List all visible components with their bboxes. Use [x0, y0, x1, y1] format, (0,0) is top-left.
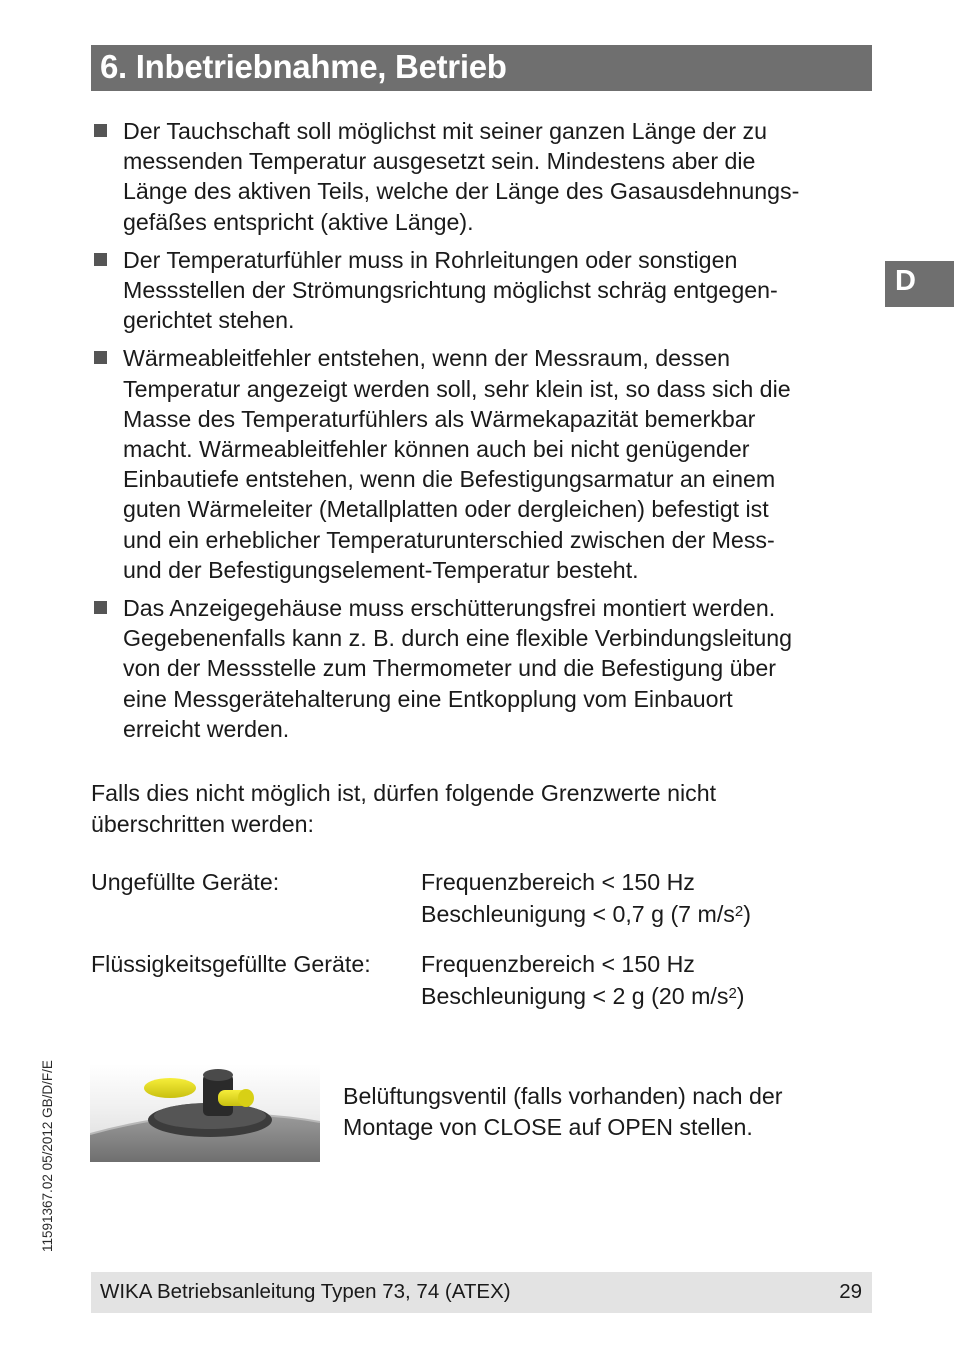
acceleration-close: )	[743, 901, 751, 927]
language-tab-label: D	[895, 265, 916, 297]
bullet-square-icon	[94, 124, 107, 137]
acceleration-close: )	[736, 983, 745, 1009]
list-item	[91, 245, 881, 336]
list-item-line: und ein erheblicher Temperaturunterschied zwischen der Mess-	[123, 526, 775, 553]
paragraph-line: überschritten werden:	[91, 811, 314, 837]
bullet-square-icon	[94, 253, 107, 266]
frequency-limit: Frequenzbereich < 150 Hz	[421, 869, 695, 895]
limits-intro	[91, 778, 851, 840]
list-item-line: eine Messgerätehalterung eine Entkopplung vom Einbauort	[123, 685, 733, 712]
bullet-square-icon	[94, 601, 107, 614]
list-item-line: von der Messstelle zum Thermometer und die Befestigung über	[123, 655, 777, 682]
vent-valve-illustration	[90, 1064, 320, 1162]
list-item-line: Gegebenenfalls kann z. B. durch eine flexible Verbindungsleitung	[123, 625, 793, 652]
document-code: 11591367.02 05/2012 GB/D/F/E	[40, 1060, 55, 1252]
list-item-line: erreicht werden.	[123, 715, 290, 742]
list-item-line: und der Befestigungselement-Temperatur besteht.	[123, 556, 639, 583]
list-item-line: Masse des Temperaturfühlers als Wärmekapazität bemerkbar	[123, 405, 756, 432]
bullet-square-icon	[94, 351, 107, 364]
list-item-line: gerichtet stehen.	[123, 307, 295, 334]
list-item-line: Das Anzeigegehäuse muss erschütterungsfrei montiert werden.	[123, 595, 776, 622]
section-heading-bar	[91, 45, 872, 91]
list-item-line: macht. Wärmeableitfehler können auch bei nicht genügender	[123, 436, 750, 463]
limit-values	[421, 866, 751, 930]
vent-valve-photo	[90, 1064, 320, 1162]
list-item-line: Der Tauchschaft soll möglichst mit seiner ganzen Länge der zu	[123, 118, 768, 144]
language-tab	[885, 261, 954, 307]
section-heading: 6. Inbetriebnahme, Betrieb	[100, 48, 507, 85]
caption-line: Belüftungsventil (falls vorhanden) nach der	[343, 1083, 783, 1109]
list-item-line: Messstellen der Strömungsrichtung möglichst schräg entgegen-	[123, 277, 778, 304]
acceleration-exponent: 2	[728, 985, 737, 1002]
limit-label: Flüssigkeitsgefüllte Geräte:	[91, 951, 371, 977]
limit-label: Ungefüllte Geräte:	[91, 869, 280, 895]
footer-title: WIKA Betriebsanleitung Typen 73, 74 (ATEX)	[100, 1280, 511, 1303]
acceleration-limit	[421, 901, 751, 927]
acceleration-limit	[421, 983, 745, 1009]
list-item	[91, 116, 881, 237]
footer-bar	[91, 1272, 872, 1313]
paragraph-line: Falls dies nicht möglich ist, dürfen folgende Grenzwerte nicht	[91, 780, 717, 806]
caption-line: Montage von CLOSE auf OPEN stellen.	[343, 1114, 753, 1140]
list-item-line: Temperatur angezeigt werden soll, sehr klein ist, so dass sich die	[123, 375, 791, 402]
list-item	[91, 593, 881, 744]
page-number: 29	[839, 1280, 862, 1303]
list-item-line: gefäßes entspricht (aktive Länge).	[123, 208, 474, 235]
list-item-line: Der Temperaturfühler muss in Rohrleitungen oder sonstigen	[123, 246, 738, 273]
vent-valve-caption	[343, 1081, 863, 1143]
acceleration-exponent: 2	[734, 903, 744, 920]
list-item-line: messenden Temperatur ausgesetzt sein. Mindestens aber die	[123, 148, 756, 175]
acceleration-text: Beschleunigung < 0,7 g (7 m/s	[421, 901, 735, 927]
list-item-line: guten Wärmeleiter (Metallplatten oder dergleichen) befestigt ist	[123, 496, 769, 523]
list-item-line: Einbautiefe entstehen, wenn die Befestigungsarmatur an einem	[123, 466, 776, 493]
instruction-list	[91, 116, 881, 752]
list-item-line: Länge des aktiven Teils, welche der Länge des Gasausdehnungs-	[123, 178, 800, 205]
list-item-line: Wärmeableitfehler entstehen, wenn der Messraum, dessen	[123, 345, 731, 372]
frequency-limit: Frequenzbereich < 150 Hz	[421, 951, 695, 977]
limit-values	[421, 948, 745, 1012]
acceleration-text: Beschleunigung < 2 g (20 m/s	[421, 983, 729, 1009]
list-item	[91, 343, 881, 585]
